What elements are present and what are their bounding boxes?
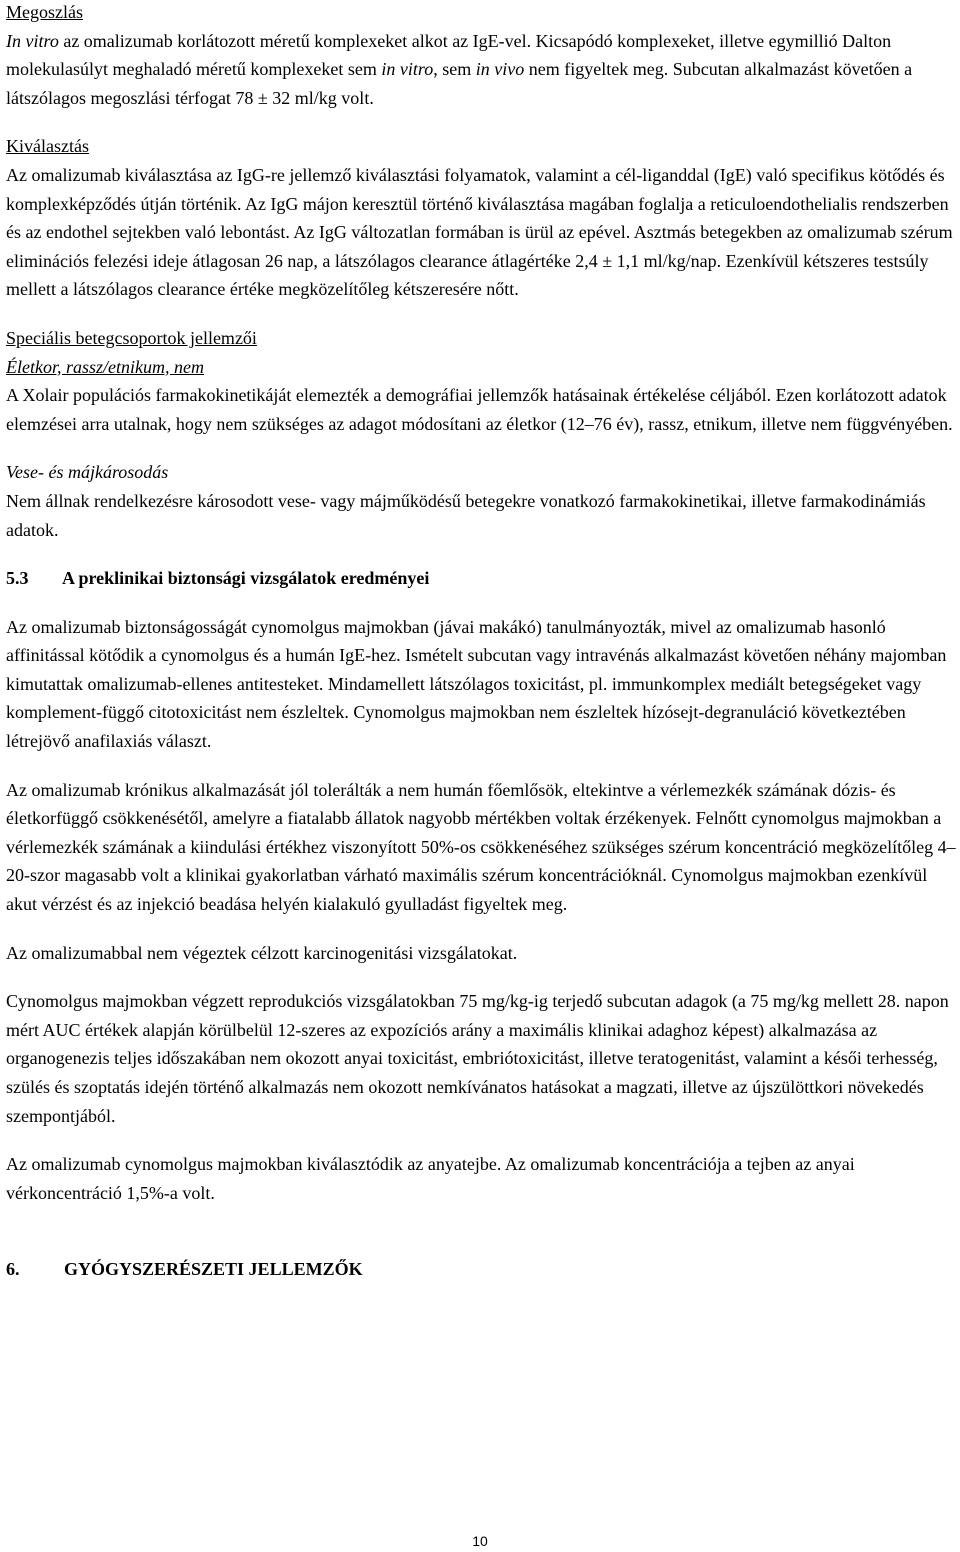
- vese-subheading: Vese- és májkárosodás: [6, 462, 169, 483]
- preklinikai-paragraph-3: Az omalizumabbal nem végeztek célzott karcinogenitási vizsgálatokat.: [6, 942, 518, 963]
- vese-paragraph: Nem állnak rendelkezésre károsodott vese- vagy májműködésű betegekre vonatkozó farmakokinetikai, illetve farmakodinámiás adatok.: [6, 490, 926, 540]
- page-number: 10: [472, 1533, 488, 1549]
- kivalasztas-heading: Kiválasztás: [6, 136, 89, 157]
- megoszlas-heading: Megoszlás: [6, 2, 83, 22]
- preklinikai-paragraph-5: Az omalizumab cynomolgus majmokban kiválasztódik az anyatejbe. Az omalizumab koncentrációja a tejben az anyai vérkoncentráció 1,5%-a volt.: [6, 1154, 855, 1203]
- preklinikai-paragraph-2: Az omalizumab krónikus alkalmazását jól tolerálták a nem humán főemlősök, eltekintve a vérlemezkék számának dózis- és életkorfüggő csökkenésétől, amelyre a fiatalabb állatok nagyobb mértékben voltak érzékenyek. Felnőtt cynomolgus majmokban a vérlemezkék számának a kiindulási értékhez viszonyított 50%-os csökkenéséhez szükséges szérum koncentráció megközelítőleg 4–20-szor magasabb volt a klinikai gyakorlatban várható maximális szérum koncentrációknál. Cynomolgus majmokban ezenkívül akut vérzést és az injekció beadása helyén kialakuló gyulladást figyeltek meg.: [6, 779, 956, 915]
- in-vitro-term-2: in vitro: [381, 59, 434, 80]
- section-6-number: 6.: [6, 1259, 20, 1280]
- megoszlas-paragraph: [6, 27, 958, 113]
- in-vitro-term: In vitro: [6, 30, 59, 51]
- megoszlas-text-2: , sem: [433, 59, 476, 80]
- section-5-3-heading: [6, 564, 958, 593]
- megoszlas-text-3: nem figyeltek meg. Subcutan alkalmazást követően a látszólagos megoszlási térfogat 78 ± 32 ml/kg volt.: [6, 59, 913, 108]
- megoszlas-text-1: az omalizumab korlátozott méretű komplexeket alkot az IgE-vel. Kicsapódó komplexeket, illetve egymillió Dalton molekulasúlyt meghaladó méretű komplexeket sem: [6, 30, 892, 80]
- section-5-3-title: A preklinikai biztonsági vizsgálatok eredményei: [62, 568, 430, 589]
- specialis-heading: Speciális betegcsoportok jellemzői: [6, 327, 257, 348]
- eletkor-paragraph: A Xolair populációs farmakokinetikáját elemezték a demográfiai jellemzők hatásainak értékelése céljából. Ezen korlátozott adatok elemzései arra utalnak, hogy nem szükséges az adagot módosítani az életkor (12–76 év), rassz, etnikum, illetve nem függvényében.: [6, 385, 953, 434]
- section-5-3-number: 5.3: [6, 568, 29, 589]
- document-page: [6, 0, 958, 1284]
- section-6-heading: [6, 1255, 958, 1284]
- eletkor-subheading: Életkor, rassz/etnikum, nem: [6, 356, 204, 377]
- in-vivo-term: in vivo: [475, 59, 525, 80]
- kivalasztas-paragraph: Az omalizumab kiválasztása az IgG-re jellemző kiválasztási folyamatok, valamint a cél-liganddal (IgE) való specifikus kötődés és komplexképződés útján történik. Az IgG májon keresztül történő kiválasztása magában foglalja a reticuloendothelialis rendszerben és az endothel sejtekben való lebontást. Az IgG változatlan formában is ürül az epével. Asztmás betegekben az omalizumab szérum eliminációs felezési ideje átlagosan 26 nap, a látszólagos clearance átlagértéke 2,4 ± 1,1 ml/kg/nap. Ezenkívül kétszeres testsúly mellett a látszólagos clearance értéke megközelítőleg kétszeresére nőtt.: [6, 164, 953, 300]
- preklinikai-paragraph-4: Cynomolgus majmokban végzett reprodukciós vizsgálatokban 75 mg/kg-ig terjedő subcutan adagok (a 75 mg/kg mellett 28. napon mért AUC értékek alapján körülbelül 12-szeres az expozíciós arány a maximális klinikai adaghoz képest) alkalmazása az organogenezis teljes időszakában nem okozott anyai toxicitást, embriótoxicitást, illetve teratogenitást, valamint a késői terhesség, szülés és szoptatás idején történő alkalmazás nem okozott nemkívánatos hatásokat a magzati, illetve az újszülöttkori növekedés szempontjából.: [6, 991, 949, 1126]
- preklinikai-paragraph-1: Az omalizumab biztonságosságát cynomolgus majmokban (jávai makákó) tanulmányozták, mivel az omalizumab hasonló affinitással kötődik a cynomolgus és a humán IgE-hez. Ismételt subcutan vagy intravénás alkalmazást követően néhány majomban kimutattak omalizumab-ellenes antitesteket. Mindamellett látszólagos toxicitást, pl. immunkomplex mediált betegségeket vagy komplement-függő citotoxicitást nem észleltek. Cynomolgus majmokban nem észleltek hízósejt-degranuláció következtében létrejövő anafilaxiás választ.: [6, 616, 947, 752]
- section-6-title: GYÓGYSZERÉSZETI JELLEMZŐK: [64, 1259, 363, 1280]
